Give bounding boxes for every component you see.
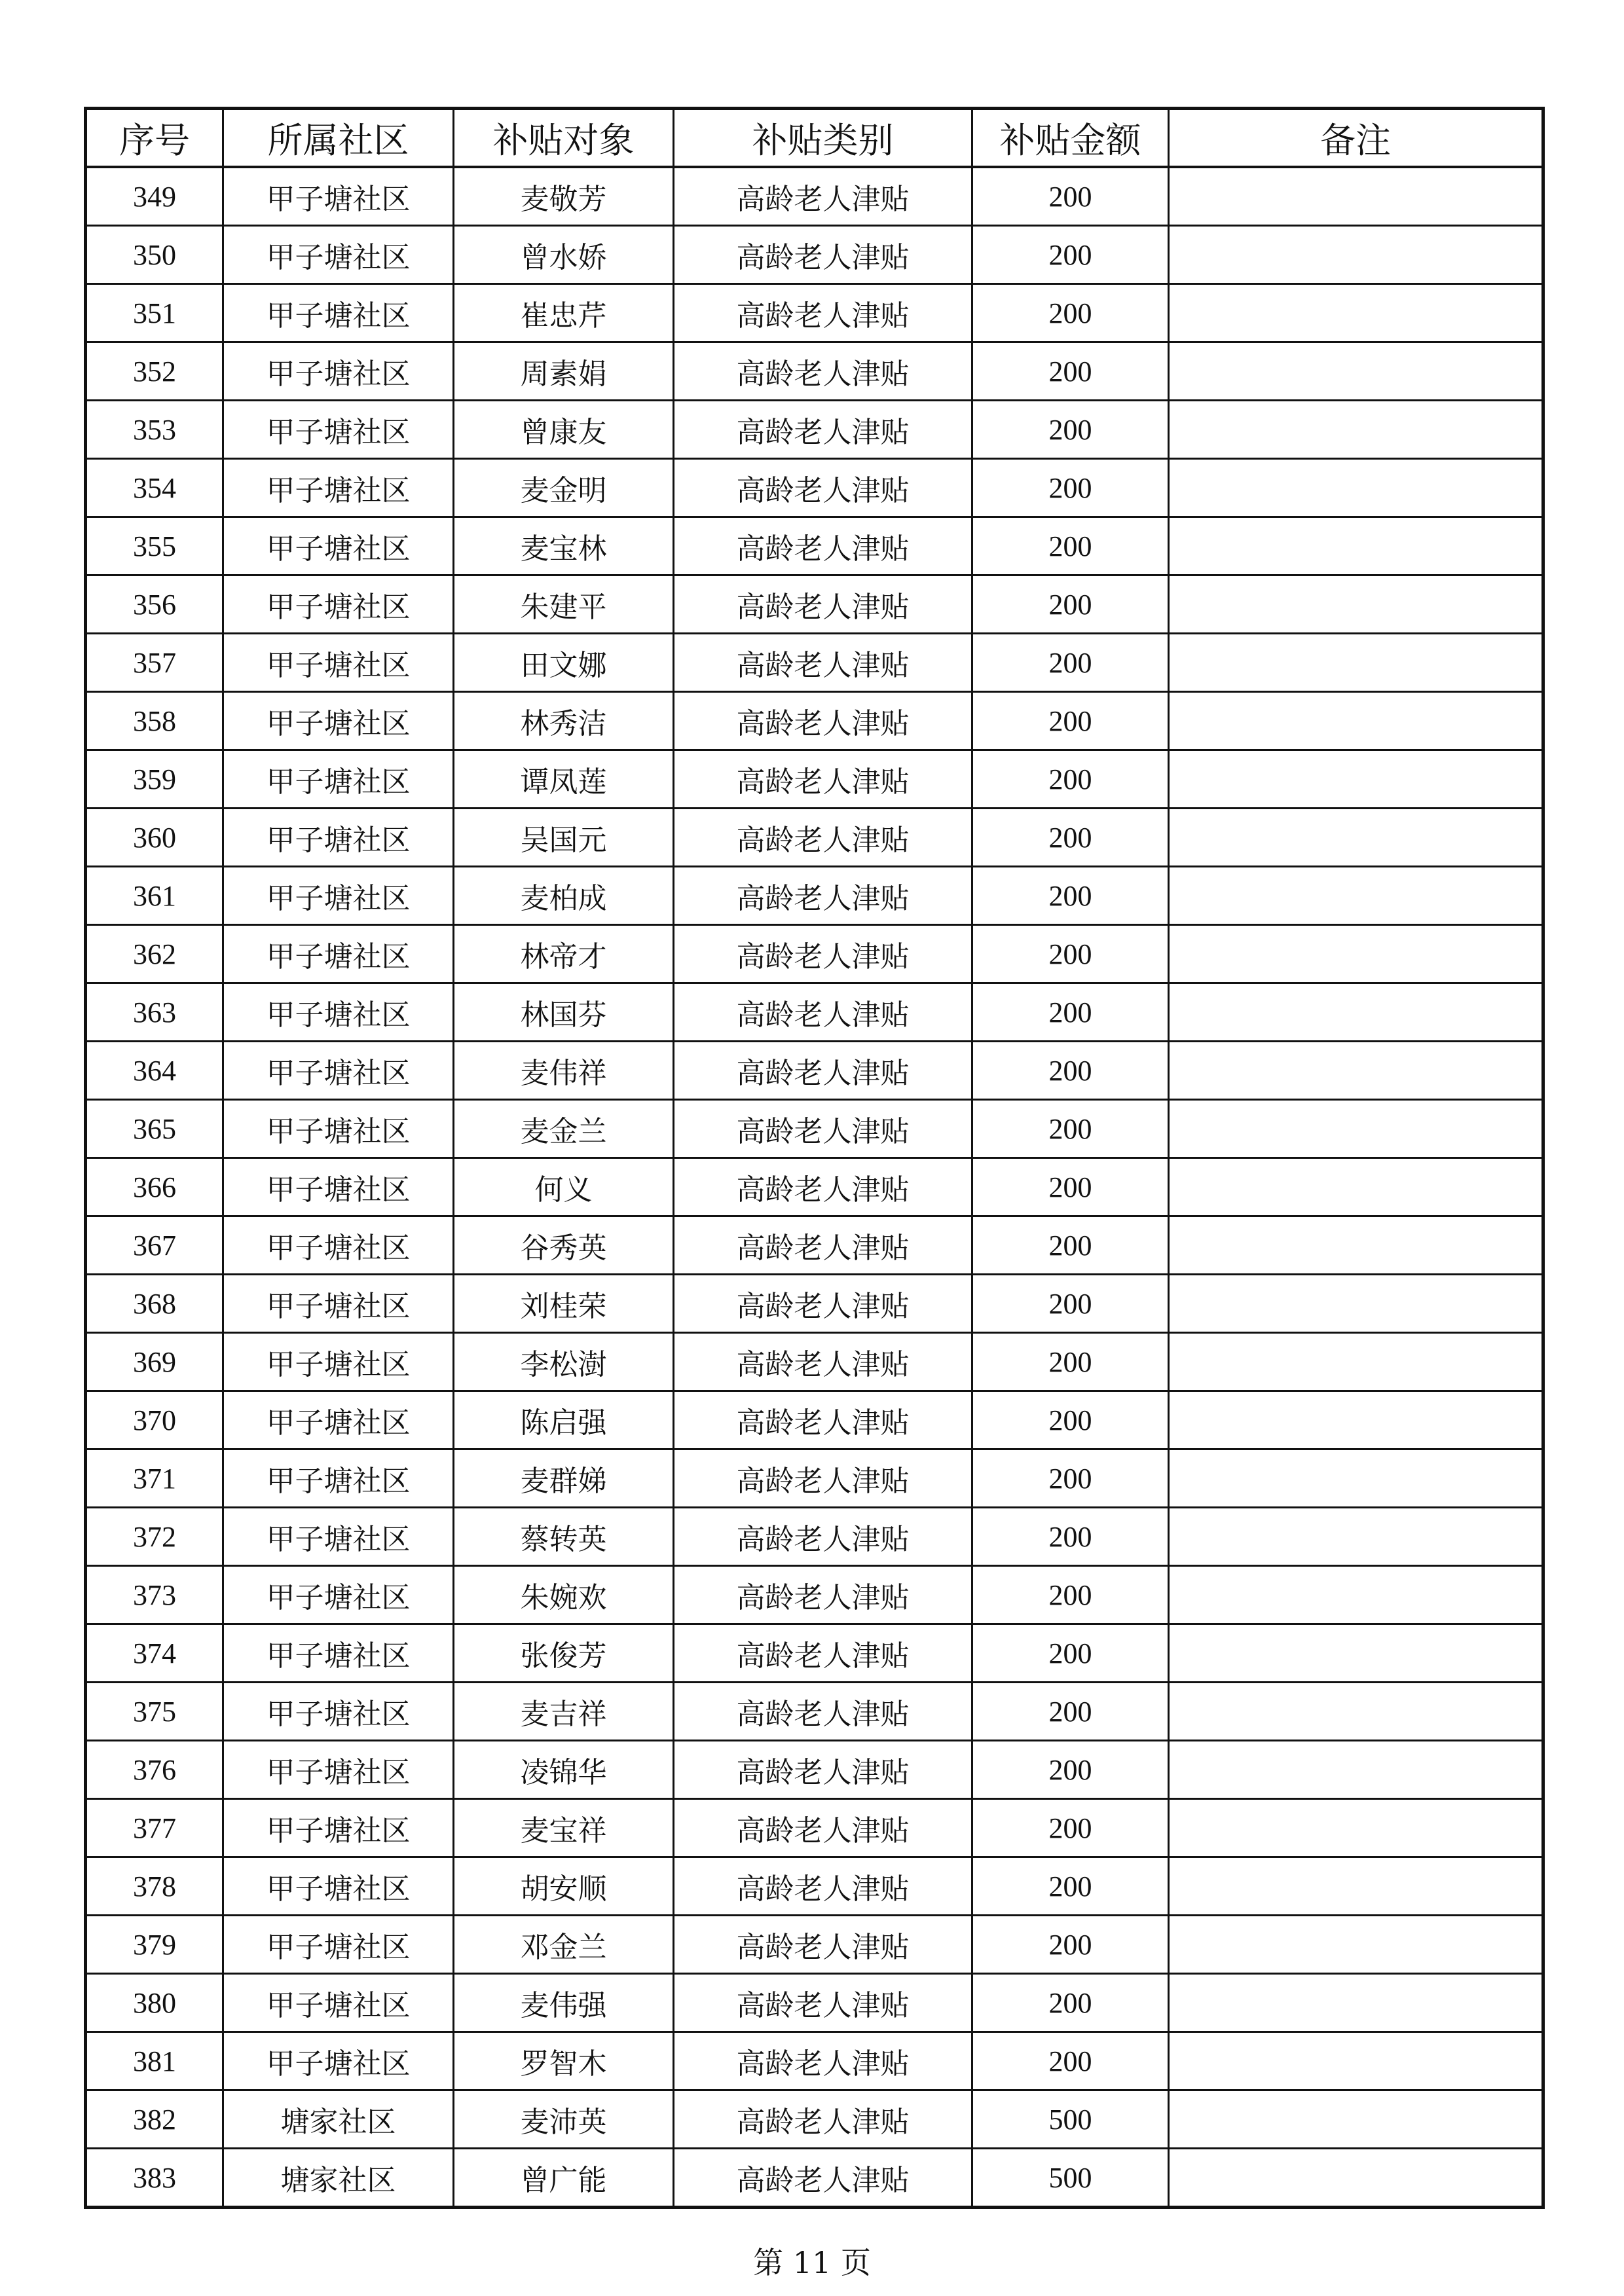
cell-community: 甲子塘社区 bbox=[223, 634, 454, 692]
cell-amount: 200 bbox=[972, 1624, 1169, 1683]
table-header-row bbox=[86, 109, 1543, 168]
cell-recipient: 林帝才 bbox=[454, 925, 674, 983]
cell-community: 甲子塘社区 bbox=[223, 750, 454, 809]
cell-seq: 378 bbox=[86, 1857, 223, 1916]
table-row bbox=[86, 517, 1543, 575]
cell-amount: 200 bbox=[972, 1042, 1169, 1100]
cell-recipient: 麦金兰 bbox=[454, 1100, 674, 1158]
cell-community: 甲子塘社区 bbox=[223, 401, 454, 459]
cell-seq: 374 bbox=[86, 1624, 223, 1683]
cell-category: 高龄老人津贴 bbox=[674, 692, 972, 750]
cell-category: 高龄老人津贴 bbox=[674, 1857, 972, 1916]
cell-community: 甲子塘社区 bbox=[223, 226, 454, 284]
table-row bbox=[86, 1683, 1543, 1741]
cell-amount: 500 bbox=[972, 2149, 1169, 2208]
cell-recipient: 谷秀英 bbox=[454, 1216, 674, 1275]
cell-recipient: 张俊芳 bbox=[454, 1624, 674, 1683]
cell-community: 甲子塘社区 bbox=[223, 284, 454, 342]
cell-recipient: 麦敬芳 bbox=[454, 167, 674, 226]
cell-category: 高龄老人津贴 bbox=[674, 983, 972, 1042]
cell-seq: 373 bbox=[86, 1566, 223, 1624]
cell-community: 甲子塘社区 bbox=[223, 459, 454, 517]
cell-recipient: 凌锦华 bbox=[454, 1741, 674, 1799]
cell-recipient: 曾广能 bbox=[454, 2149, 674, 2208]
cell-remarks bbox=[1169, 1974, 1543, 2032]
cell-amount: 200 bbox=[972, 809, 1169, 867]
cell-recipient: 蔡转英 bbox=[454, 1508, 674, 1566]
cell-community: 甲子塘社区 bbox=[223, 809, 454, 867]
cell-recipient: 麦伟祥 bbox=[454, 1042, 674, 1100]
cell-seq: 360 bbox=[86, 809, 223, 867]
cell-recipient: 谭凤莲 bbox=[454, 750, 674, 809]
cell-community: 甲子塘社区 bbox=[223, 1799, 454, 1857]
cell-recipient: 周素娟 bbox=[454, 342, 674, 401]
cell-amount: 200 bbox=[972, 983, 1169, 1042]
cell-recipient: 崔忠芹 bbox=[454, 284, 674, 342]
table-row bbox=[86, 1566, 1543, 1624]
cell-community: 甲子塘社区 bbox=[223, 1974, 454, 2032]
cell-seq: 358 bbox=[86, 692, 223, 750]
table-row bbox=[86, 1508, 1543, 1566]
cell-seq: 375 bbox=[86, 1683, 223, 1741]
table-row bbox=[86, 167, 1543, 226]
cell-category: 高龄老人津贴 bbox=[674, 750, 972, 809]
cell-remarks bbox=[1169, 1333, 1543, 1391]
cell-seq: 357 bbox=[86, 634, 223, 692]
cell-community: 甲子塘社区 bbox=[223, 1449, 454, 1508]
header-remarks: 备注 bbox=[1169, 109, 1543, 168]
cell-amount: 200 bbox=[972, 1100, 1169, 1158]
cell-remarks bbox=[1169, 1508, 1543, 1566]
cell-amount: 200 bbox=[972, 1275, 1169, 1333]
table-row bbox=[86, 1333, 1543, 1391]
cell-community: 甲子塘社区 bbox=[223, 2032, 454, 2090]
header-recipient: 补贴对象 bbox=[454, 109, 674, 168]
cell-category: 高龄老人津贴 bbox=[674, 1741, 972, 1799]
table-row bbox=[86, 2032, 1543, 2090]
cell-recipient: 麦沛英 bbox=[454, 2090, 674, 2149]
cell-category: 高龄老人津贴 bbox=[674, 2149, 972, 2208]
cell-community: 甲子塘社区 bbox=[223, 1216, 454, 1275]
cell-amount: 200 bbox=[972, 167, 1169, 226]
cell-seq: 362 bbox=[86, 925, 223, 983]
cell-amount: 200 bbox=[972, 1449, 1169, 1508]
cell-recipient: 麦宝祥 bbox=[454, 1799, 674, 1857]
cell-recipient: 林国芬 bbox=[454, 983, 674, 1042]
table-row bbox=[86, 925, 1543, 983]
cell-amount: 200 bbox=[972, 1683, 1169, 1741]
cell-community: 甲子塘社区 bbox=[223, 342, 454, 401]
cell-amount: 200 bbox=[972, 1741, 1169, 1799]
cell-amount: 200 bbox=[972, 284, 1169, 342]
cell-category: 高龄老人津贴 bbox=[674, 517, 972, 575]
cell-remarks bbox=[1169, 226, 1543, 284]
cell-amount: 200 bbox=[972, 1333, 1169, 1391]
cell-recipient: 陈启强 bbox=[454, 1391, 674, 1449]
cell-seq: 372 bbox=[86, 1508, 223, 1566]
cell-remarks bbox=[1169, 983, 1543, 1042]
cell-category: 高龄老人津贴 bbox=[674, 1158, 972, 1216]
cell-seq: 381 bbox=[86, 2032, 223, 2090]
cell-seq: 351 bbox=[86, 284, 223, 342]
cell-remarks bbox=[1169, 517, 1543, 575]
table-row bbox=[86, 1042, 1543, 1100]
cell-recipient: 朱建平 bbox=[454, 575, 674, 634]
cell-remarks bbox=[1169, 750, 1543, 809]
cell-remarks bbox=[1169, 1275, 1543, 1333]
cell-seq: 368 bbox=[86, 1275, 223, 1333]
cell-category: 高龄老人津贴 bbox=[674, 1974, 972, 2032]
table-row bbox=[86, 342, 1543, 401]
cell-community: 甲子塘社区 bbox=[223, 1275, 454, 1333]
table-row bbox=[86, 692, 1543, 750]
cell-community: 甲子塘社区 bbox=[223, 575, 454, 634]
cell-community: 甲子塘社区 bbox=[223, 1683, 454, 1741]
cell-recipient: 吴国元 bbox=[454, 809, 674, 867]
cell-category: 高龄老人津贴 bbox=[674, 1799, 972, 1857]
table-row bbox=[86, 750, 1543, 809]
cell-category: 高龄老人津贴 bbox=[674, 284, 972, 342]
cell-category: 高龄老人津贴 bbox=[674, 1916, 972, 1974]
cell-recipient: 李松澍 bbox=[454, 1333, 674, 1391]
cell-amount: 200 bbox=[972, 1974, 1169, 2032]
cell-category: 高龄老人津贴 bbox=[674, 1100, 972, 1158]
cell-category: 高龄老人津贴 bbox=[674, 226, 972, 284]
cell-remarks bbox=[1169, 1158, 1543, 1216]
table-row bbox=[86, 2149, 1543, 2208]
cell-remarks bbox=[1169, 2032, 1543, 2090]
cell-seq: 376 bbox=[86, 1741, 223, 1799]
cell-seq: 353 bbox=[86, 401, 223, 459]
cell-seq: 371 bbox=[86, 1449, 223, 1508]
cell-amount: 200 bbox=[972, 517, 1169, 575]
cell-amount: 200 bbox=[972, 459, 1169, 517]
cell-category: 高龄老人津贴 bbox=[674, 1333, 972, 1391]
cell-remarks bbox=[1169, 925, 1543, 983]
cell-recipient: 邓金兰 bbox=[454, 1916, 674, 1974]
header-category: 补贴类别 bbox=[674, 109, 972, 168]
cell-remarks bbox=[1169, 459, 1543, 517]
cell-recipient: 曾水娇 bbox=[454, 226, 674, 284]
cell-remarks bbox=[1169, 867, 1543, 925]
cell-remarks bbox=[1169, 1042, 1543, 1100]
table-row bbox=[86, 575, 1543, 634]
cell-remarks bbox=[1169, 342, 1543, 401]
cell-category: 高龄老人津贴 bbox=[674, 2032, 972, 2090]
table-row bbox=[86, 1391, 1543, 1449]
cell-category: 高龄老人津贴 bbox=[674, 1042, 972, 1100]
cell-recipient: 曾康友 bbox=[454, 401, 674, 459]
cell-community: 甲子塘社区 bbox=[223, 1042, 454, 1100]
cell-category: 高龄老人津贴 bbox=[674, 1216, 972, 1275]
cell-amount: 200 bbox=[972, 226, 1169, 284]
cell-recipient: 刘桂荣 bbox=[454, 1275, 674, 1333]
cell-community: 甲子塘社区 bbox=[223, 1158, 454, 1216]
cell-seq: 364 bbox=[86, 1042, 223, 1100]
table-row bbox=[86, 401, 1543, 459]
cell-remarks bbox=[1169, 1566, 1543, 1624]
cell-community: 甲子塘社区 bbox=[223, 1916, 454, 1974]
cell-amount: 200 bbox=[972, 1391, 1169, 1449]
cell-community: 甲子塘社区 bbox=[223, 925, 454, 983]
cell-category: 高龄老人津贴 bbox=[674, 401, 972, 459]
cell-community: 甲子塘社区 bbox=[223, 692, 454, 750]
cell-amount: 200 bbox=[972, 1216, 1169, 1275]
table-row bbox=[86, 1916, 1543, 1974]
cell-amount: 200 bbox=[972, 1158, 1169, 1216]
cell-category: 高龄老人津贴 bbox=[674, 1275, 972, 1333]
cell-recipient: 胡安顺 bbox=[454, 1857, 674, 1916]
cell-category: 高龄老人津贴 bbox=[674, 1683, 972, 1741]
cell-community: 甲子塘社区 bbox=[223, 1624, 454, 1683]
table-row bbox=[86, 1158, 1543, 1216]
cell-seq: 354 bbox=[86, 459, 223, 517]
cell-amount: 200 bbox=[972, 1799, 1169, 1857]
table-row bbox=[86, 284, 1543, 342]
cell-remarks bbox=[1169, 1916, 1543, 1974]
cell-seq: 380 bbox=[86, 1974, 223, 2032]
table-row bbox=[86, 1857, 1543, 1916]
cell-remarks bbox=[1169, 2149, 1543, 2208]
table-row bbox=[86, 1100, 1543, 1158]
cell-remarks bbox=[1169, 401, 1543, 459]
cell-amount: 200 bbox=[972, 1508, 1169, 1566]
cell-seq: 382 bbox=[86, 2090, 223, 2149]
cell-category: 高龄老人津贴 bbox=[674, 867, 972, 925]
header-community: 所属社区 bbox=[223, 109, 454, 168]
cell-category: 高龄老人津贴 bbox=[674, 575, 972, 634]
cell-recipient: 麦金明 bbox=[454, 459, 674, 517]
cell-category: 高龄老人津贴 bbox=[674, 634, 972, 692]
cell-community: 甲子塘社区 bbox=[223, 167, 454, 226]
cell-recipient: 麦伟强 bbox=[454, 1974, 674, 2032]
cell-amount: 200 bbox=[972, 2032, 1169, 2090]
cell-remarks bbox=[1169, 1624, 1543, 1683]
cell-seq: 366 bbox=[86, 1158, 223, 1216]
table-row bbox=[86, 2090, 1543, 2149]
cell-recipient: 麦柏成 bbox=[454, 867, 674, 925]
header-amount: 补贴金额 bbox=[972, 109, 1169, 168]
cell-community: 甲子塘社区 bbox=[223, 1857, 454, 1916]
table-row bbox=[86, 1741, 1543, 1799]
cell-community: 甲子塘社区 bbox=[223, 867, 454, 925]
cell-community: 甲子塘社区 bbox=[223, 1391, 454, 1449]
table-row bbox=[86, 867, 1543, 925]
table-row bbox=[86, 226, 1543, 284]
table-body bbox=[86, 167, 1543, 2208]
cell-amount: 200 bbox=[972, 342, 1169, 401]
cell-remarks bbox=[1169, 2090, 1543, 2149]
cell-category: 高龄老人津贴 bbox=[674, 2090, 972, 2149]
cell-category: 高龄老人津贴 bbox=[674, 1508, 972, 1566]
cell-category: 高龄老人津贴 bbox=[674, 1624, 972, 1683]
cell-remarks bbox=[1169, 1799, 1543, 1857]
cell-seq: 352 bbox=[86, 342, 223, 401]
cell-seq: 359 bbox=[86, 750, 223, 809]
page-number: 第 11 页 bbox=[753, 2245, 871, 2280]
cell-recipient: 麦宝林 bbox=[454, 517, 674, 575]
cell-amount: 200 bbox=[972, 1857, 1169, 1916]
cell-seq: 356 bbox=[86, 575, 223, 634]
cell-community: 甲子塘社区 bbox=[223, 983, 454, 1042]
cell-amount: 200 bbox=[972, 925, 1169, 983]
cell-category: 高龄老人津贴 bbox=[674, 1449, 972, 1508]
cell-seq: 379 bbox=[86, 1916, 223, 1974]
cell-community: 塘家社区 bbox=[223, 2090, 454, 2149]
cell-amount: 200 bbox=[972, 1916, 1169, 1974]
cell-remarks bbox=[1169, 1449, 1543, 1508]
cell-recipient: 朱婉欢 bbox=[454, 1566, 674, 1624]
cell-seq: 369 bbox=[86, 1333, 223, 1391]
subsidy-table bbox=[84, 107, 1545, 2209]
table-row bbox=[86, 1799, 1543, 1857]
cell-seq: 350 bbox=[86, 226, 223, 284]
cell-remarks bbox=[1169, 634, 1543, 692]
cell-seq: 361 bbox=[86, 867, 223, 925]
table-row bbox=[86, 634, 1543, 692]
table-row bbox=[86, 809, 1543, 867]
cell-category: 高龄老人津贴 bbox=[674, 167, 972, 226]
cell-community: 甲子塘社区 bbox=[223, 1100, 454, 1158]
cell-seq: 367 bbox=[86, 1216, 223, 1275]
cell-remarks bbox=[1169, 1683, 1543, 1741]
cell-category: 高龄老人津贴 bbox=[674, 925, 972, 983]
cell-seq: 365 bbox=[86, 1100, 223, 1158]
cell-category: 高龄老人津贴 bbox=[674, 1566, 972, 1624]
cell-remarks bbox=[1169, 809, 1543, 867]
cell-recipient: 田文娜 bbox=[454, 634, 674, 692]
cell-community: 甲子塘社区 bbox=[223, 517, 454, 575]
table-row bbox=[86, 459, 1543, 517]
cell-community: 甲子塘社区 bbox=[223, 1741, 454, 1799]
cell-remarks bbox=[1169, 1741, 1543, 1799]
cell-remarks bbox=[1169, 284, 1543, 342]
cell-remarks bbox=[1169, 1391, 1543, 1449]
cell-recipient: 林秀洁 bbox=[454, 692, 674, 750]
cell-recipient: 麦群娣 bbox=[454, 1449, 674, 1508]
cell-seq: 355 bbox=[86, 517, 223, 575]
table-row bbox=[86, 1216, 1543, 1275]
cell-remarks bbox=[1169, 1216, 1543, 1275]
cell-seq: 349 bbox=[86, 167, 223, 226]
cell-recipient: 麦吉祥 bbox=[454, 1683, 674, 1741]
cell-amount: 200 bbox=[972, 867, 1169, 925]
table-row bbox=[86, 1275, 1543, 1333]
header-seq: 序号 bbox=[86, 109, 223, 168]
cell-recipient: 罗智木 bbox=[454, 2032, 674, 2090]
cell-seq: 377 bbox=[86, 1799, 223, 1857]
cell-community: 甲子塘社区 bbox=[223, 1333, 454, 1391]
cell-amount: 200 bbox=[972, 401, 1169, 459]
cell-remarks bbox=[1169, 1857, 1543, 1916]
cell-amount: 200 bbox=[972, 1566, 1169, 1624]
cell-category: 高龄老人津贴 bbox=[674, 342, 972, 401]
cell-community: 塘家社区 bbox=[223, 2149, 454, 2208]
cell-recipient: 何义 bbox=[454, 1158, 674, 1216]
cell-amount: 500 bbox=[972, 2090, 1169, 2149]
cell-remarks bbox=[1169, 167, 1543, 226]
cell-remarks bbox=[1169, 1100, 1543, 1158]
cell-community: 甲子塘社区 bbox=[223, 1508, 454, 1566]
cell-seq: 363 bbox=[86, 983, 223, 1042]
cell-amount: 200 bbox=[972, 575, 1169, 634]
cell-remarks bbox=[1169, 575, 1543, 634]
cell-remarks bbox=[1169, 692, 1543, 750]
table-row bbox=[86, 1449, 1543, 1508]
table-row bbox=[86, 1624, 1543, 1683]
cell-category: 高龄老人津贴 bbox=[674, 459, 972, 517]
cell-amount: 200 bbox=[972, 634, 1169, 692]
cell-community: 甲子塘社区 bbox=[223, 1566, 454, 1624]
cell-amount: 200 bbox=[972, 750, 1169, 809]
table-row bbox=[86, 1974, 1543, 2032]
cell-amount: 200 bbox=[972, 692, 1169, 750]
cell-category: 高龄老人津贴 bbox=[674, 809, 972, 867]
cell-category: 高龄老人津贴 bbox=[674, 1391, 972, 1449]
cell-seq: 370 bbox=[86, 1391, 223, 1449]
table-row bbox=[86, 983, 1543, 1042]
cell-seq: 383 bbox=[86, 2149, 223, 2208]
